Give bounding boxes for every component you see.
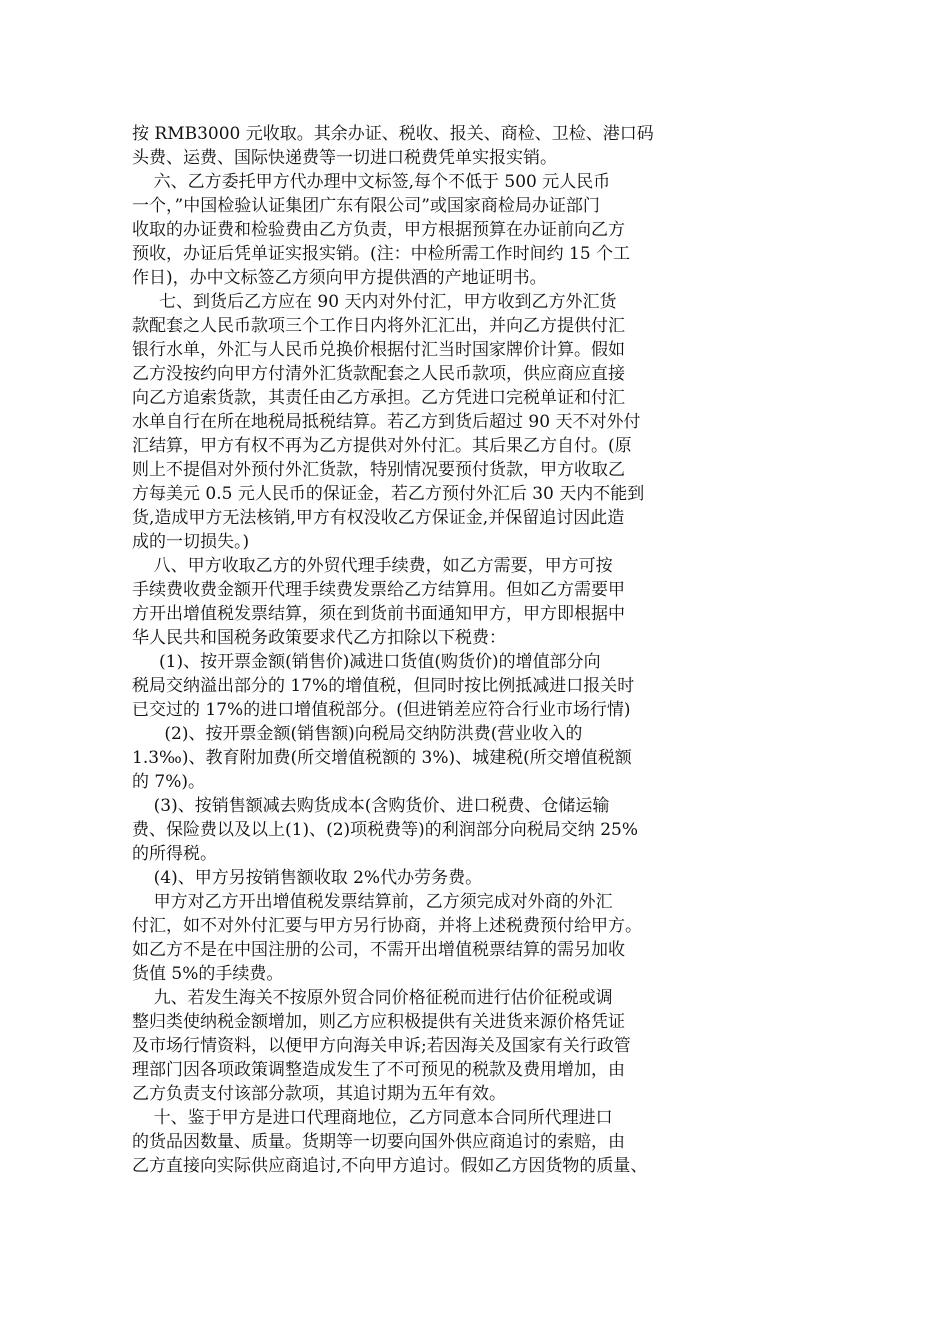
text-line: (3)、按销售额减去购货成本(含购货价、进口税费、仓储运输	[132, 796, 610, 816]
text-line: 则上不提倡对外预付外汇货款，特别情况要预付货款，甲方收取乙	[132, 460, 625, 480]
text-line: (2)、按开票金额(销售额)向税局交纳防洪费(营业收入的	[132, 724, 583, 744]
text-line: 汇结算，甲方有权不再为乙方提供对外付汇。其后果乙方自付。(原	[132, 436, 632, 456]
text-line: 的 7%)。	[132, 772, 206, 792]
text-line: 作日)，办中文标签乙方须向甲方提供酒的产地证明书。	[132, 268, 547, 288]
text-line: 整归类使纳税金额增加，则乙方应积极提供有关进货来源价格凭证	[132, 1012, 625, 1032]
text-line: 乙方直接向实际供应商追讨,不向甲方追讨。假如乙方因货物的质量、	[132, 1156, 648, 1176]
text-line: 一个，”中国检验认证集团广东有限公司”或国家商检局办证部门	[132, 196, 600, 216]
document-body	[132, 122, 822, 1178]
text-line: 乙方负责支付该部分款项，其追讨期为五年有效。	[132, 1084, 506, 1104]
text-line: 已交过的 17%的进口增值税部分。(但进销差应符合行业市场行情)	[132, 700, 631, 720]
text-line: 方开出增值税发票结算，须在到货前书面通知甲方，甲方即根据中	[132, 604, 625, 624]
text-line: 如乙方不是在中国注册的公司，不需开出增值税票结算的需另加收	[132, 940, 625, 960]
text-line: 方每美元 0.5 元人民币的保证金，若乙方预付外汇后 30 天内不能到	[132, 484, 645, 504]
text-line: 费、保险费以及以上(1)、(2)项税费等)的利润部分向税局交纳 25%	[132, 820, 638, 840]
text-line: 乙方没按约向甲方付清外汇货款配套之人民币款项，供应商应直接	[132, 364, 625, 384]
text-line: 理部门因各项政策调整造成发生了不可预见的税款及费用增加，由	[132, 1060, 625, 1080]
text-line: 银行水单，外汇与人民币兑换价根据付汇当时国家牌价计算。假如	[132, 340, 625, 360]
text-line: 按 RMB3000 元收取。其余办证、税收、报关、商检、卫检、港口码	[132, 124, 654, 144]
text-line: 六、乙方委托甲方代办理中文标签,每个不低于 500 元人民币	[132, 172, 611, 192]
text-line: 手续费收费金额开代理手续费发票给乙方结算用。但如乙方需要甲	[132, 580, 625, 600]
text-line: 的货品因数量、质量。货期等一切要向国外供应商追讨的索赔，由	[132, 1132, 625, 1152]
text-line: 成的一切损失。)	[132, 532, 250, 552]
text-line: 十、鉴于甲方是进口代理商地位，乙方同意本合同所代理进口	[132, 1108, 613, 1128]
text-line: 向乙方追索货款，其责任由乙方承担。乙方凭进口完税单证和付汇	[132, 388, 625, 408]
text-line: 货,造成甲方无法核销,甲方有权没收乙方保证金,并保留追讨因此造	[132, 508, 625, 528]
text-line: 货值 5%的手续费。	[132, 964, 284, 984]
text-line: 七、到货后乙方应在 90 天内对外付汇，甲方收到乙方外汇货	[132, 292, 617, 312]
text-line: 税局交纳溢出部分的 17%的增值税，但同时按比例抵减进口报关时	[132, 676, 635, 696]
text-line: 甲方对乙方开出增值税发票结算前，乙方须完成对外商的外汇	[132, 892, 613, 912]
text-line: 款配套之人民币款项三个工作日内将外汇汇出，并向乙方提供付汇	[132, 316, 625, 336]
text-line: 水单自行在所在地税局抵税结算。若乙方到货后超过 90 天不对外付	[132, 412, 641, 432]
text-line: 八、甲方收取乙方的外贸代理手续费，如乙方需要，甲方可按	[132, 556, 613, 576]
text-line: 及市场行情资料，以便甲方向海关申诉;若因海关及国家有关行政管	[132, 1036, 631, 1056]
text-line: (4)、甲方另按销售额收取 2%代办劳务费。	[132, 868, 483, 888]
text-line: (1)、按开票金额(销售价)减进口货值(购货价)的增值部分向	[132, 652, 601, 672]
text-line: 九、若发生海关不按原外贸合同价格征税而进行估价征税或调	[132, 988, 613, 1008]
text-line: 收取的办证费和检验费由乙方负责，甲方根据预算在办证前向乙方	[132, 220, 625, 240]
text-line: 1.3‰)、教育附加费(所交增值税额的 3%)、城建税(所交增值税额	[132, 748, 632, 768]
text-line: 预收，办证后凭单证实报实销。(注：中检所需工作时间约 15 个工	[132, 244, 631, 264]
text-line: 付汇，如不对外付汇要与甲方另行协商，并将上述税费预付给甲方。	[132, 916, 642, 936]
text-line: 华人民共和国税务政策要求代乙方扣除以下税费：	[132, 628, 506, 648]
text-line: 的所得税。	[132, 844, 217, 864]
text-line: 头费、运费、国际快递费等一切进口税费凭单实报实销。	[132, 148, 557, 168]
